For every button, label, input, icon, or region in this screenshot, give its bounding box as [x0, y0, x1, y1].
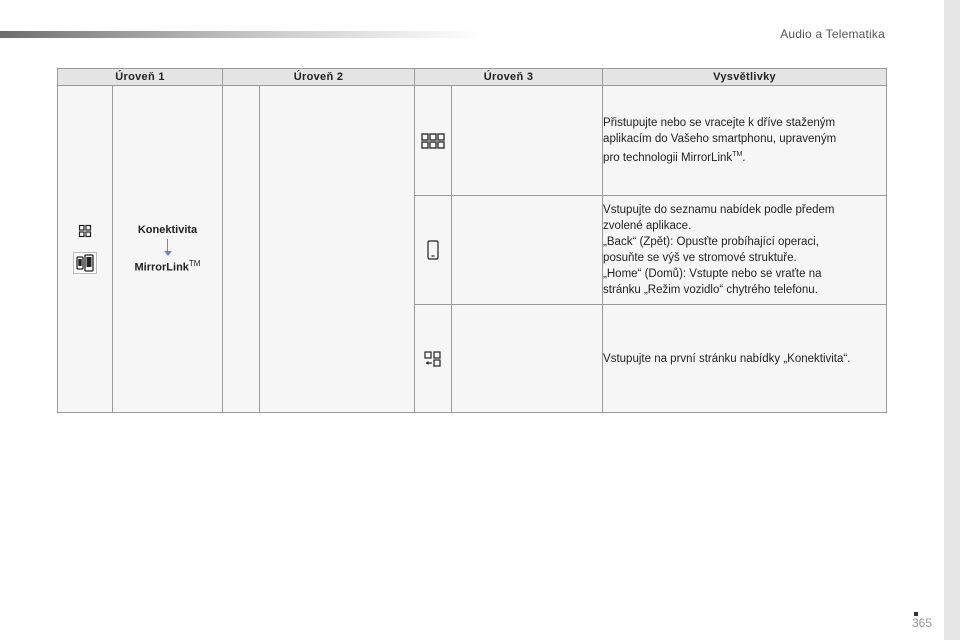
connectivity-return-icon [424, 351, 442, 367]
table-row [58, 86, 887, 196]
level2-label-cell [260, 86, 415, 413]
level3-icon-cell [415, 305, 452, 413]
explanation-cell: Přistupujte nebo se vracejte k dříve staženým aplikacím do Vašeho smartphonu, upraveným pro technologii MirrorLink™. [603, 86, 887, 196]
level3-icon-cell [415, 86, 452, 196]
level2-icon-cell [223, 86, 260, 413]
header-gradient-bar [0, 31, 480, 38]
level3-label-cell [452, 305, 603, 413]
page-number: 365 [912, 616, 933, 630]
table-header-row [58, 69, 887, 86]
explanation-cell: Vstupujte do seznamu nabídek podle předem zvolené aplikace. „Back“ (Zpět): Opusťte probíhající operaci, posuňte se výš ve stromové struktuře. „Home“ (Domů): Vstupte nebo se vraťte na stránku „Režim vozidlo“ chytrého telefonu. [603, 196, 887, 305]
arrow-down-icon [167, 239, 168, 251]
level3-label-cell [452, 86, 603, 196]
level3-icon-cell [415, 196, 452, 305]
grid-small-icon [78, 224, 92, 238]
level1-sublabel: MirrorLink™ [134, 259, 201, 274]
level1-label: Konektivita [137, 224, 198, 237]
column-header-level2: Úroveň 2 [223, 69, 415, 86]
column-header-level3: Úroveň 3 [415, 69, 603, 86]
page-side-strip [944, 0, 960, 640]
column-header-explanation: Vysvětlivky [603, 69, 887, 86]
column-header-level1: Úroveň 1 [58, 69, 223, 86]
apps-grid-icon [421, 133, 445, 149]
level3-label-cell [452, 196, 603, 305]
explanation-cell: Vstupujte na první stránku nabídky „Konektivita“. [603, 305, 887, 413]
mirrorlink-phone-icon [73, 252, 97, 274]
menu-table [57, 68, 887, 413]
smartphone-icon [427, 240, 439, 260]
chapter-title: Audio a Telematika [780, 27, 885, 41]
level1-label-cell [113, 86, 223, 413]
level1-icon-cell [58, 86, 113, 413]
